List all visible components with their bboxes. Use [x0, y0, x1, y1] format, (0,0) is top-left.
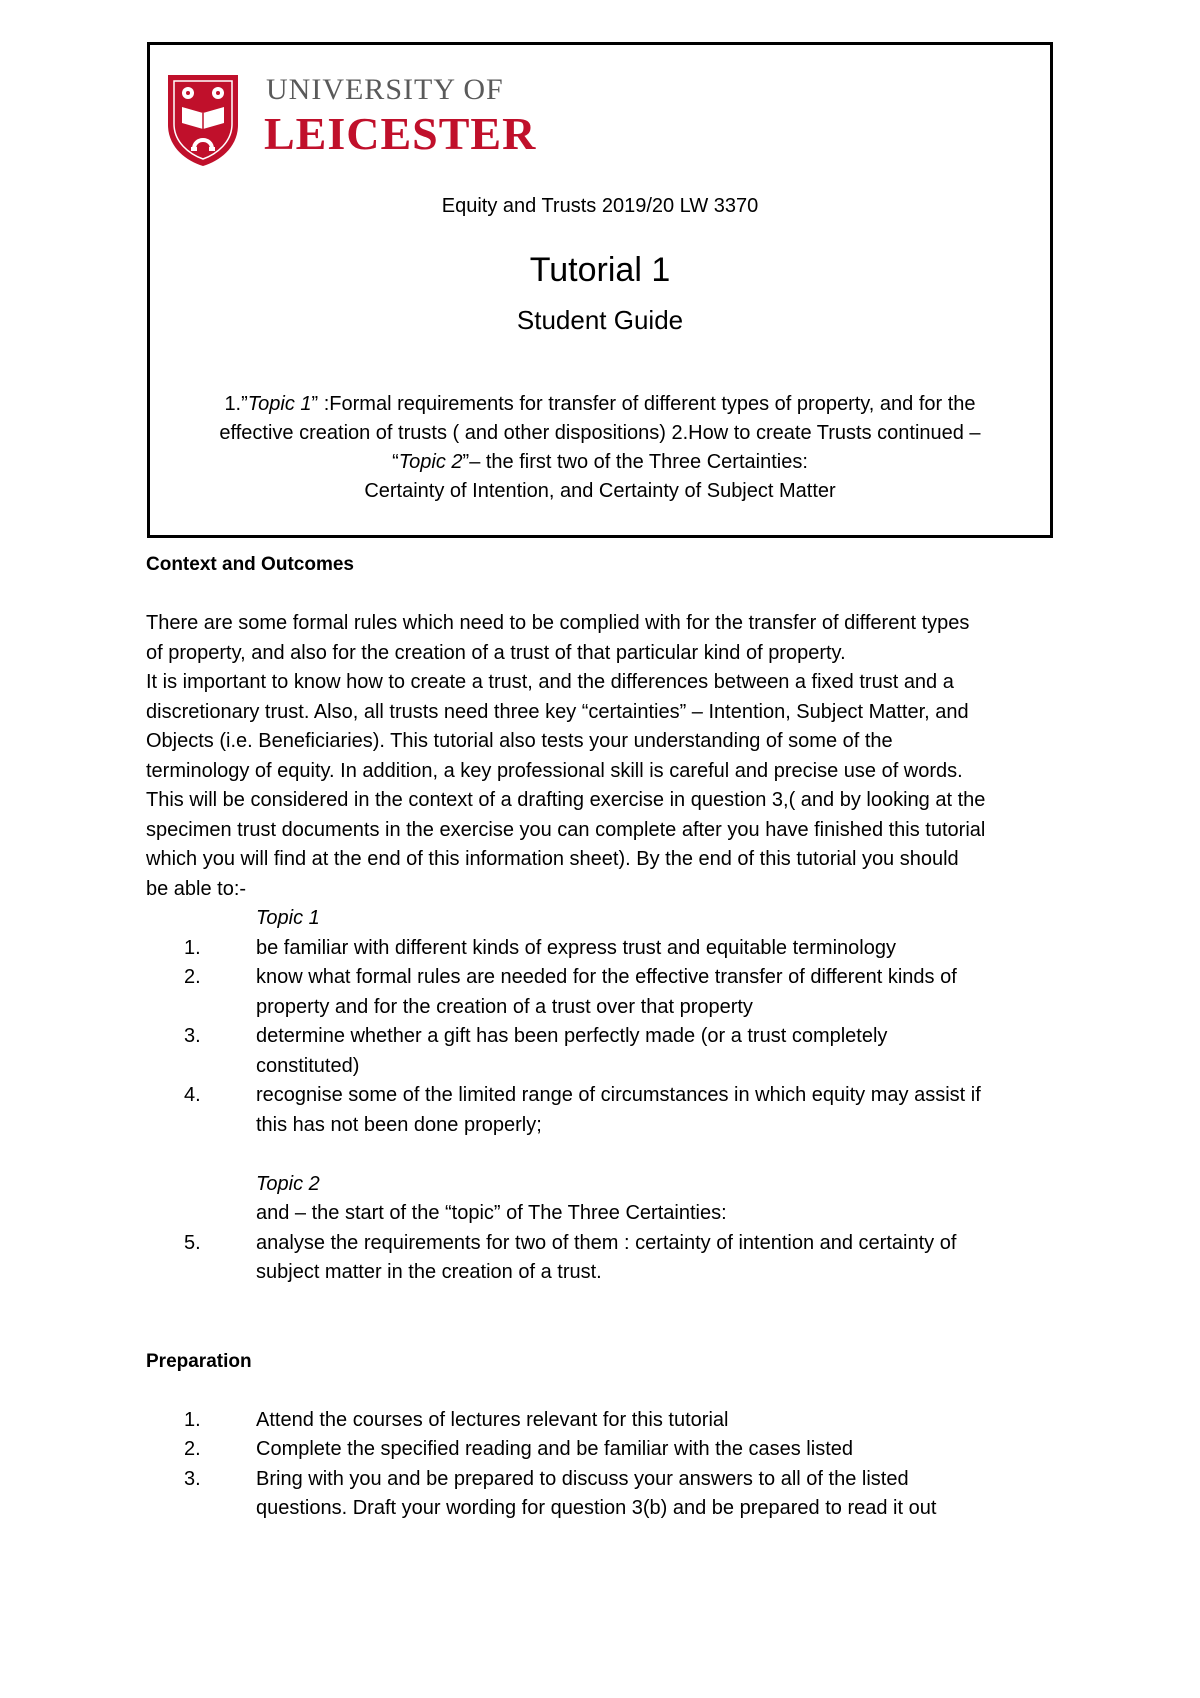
list-item-number: 3. — [184, 1467, 201, 1490]
list-item-text: this has not been done properly; — [256, 1113, 542, 1136]
topic-2-outcomes-list — [146, 1229, 1096, 1288]
list-item — [146, 1081, 1096, 1140]
list-item-text: questions. Draft your wording for question 3(b) and be prepared to read it out — [256, 1497, 937, 1519]
list-item-text: Bring with you and be prepared to discuss your answers to all of the listed — [256, 1467, 909, 1490]
topics-line-4: Certainty of Intention, and Certainty of Subject Matter — [364, 480, 836, 502]
topic-1-label: Topic 1 — [256, 907, 320, 929]
topics-summary — [150, 390, 1050, 506]
title-box — [147, 42, 1053, 538]
paragraph-line: Objects (i.e. Beneficiaries). This tutorial also tests your understanding of some of the — [146, 730, 893, 752]
page-subtitle: Student Guide — [516, 305, 684, 335]
list-item-number: 3. — [184, 1025, 201, 1047]
preparation-list — [146, 1406, 1096, 1524]
list-item — [146, 1022, 1096, 1081]
list-item — [146, 934, 1096, 964]
university-logo — [166, 73, 537, 165]
paragraph-line: specimen trust documents in the exercise you can complete after you have finished this tutorial — [146, 818, 986, 841]
list-item-text: Complete the specified reading and be familiar with the cases listed — [256, 1438, 853, 1460]
context-heading: Context and Outcomes — [146, 554, 354, 575]
list-item-text: Attend the courses of lectures relevant for this tutorial — [256, 1408, 729, 1431]
list-item — [146, 1229, 1096, 1288]
paragraph-line: of property, and also for the creation of a trust of that particular kind of property. — [146, 641, 846, 664]
list-item-text: determine whether a gift has been perfectly made (or a trust completely — [256, 1025, 888, 1047]
topics-line-2: effective creation of trusts ( and other dispositions) 2.How to create Trusts continued – — [219, 422, 981, 444]
list-item-number: 4. — [184, 1084, 201, 1106]
preparation-heading: Preparation — [146, 1350, 252, 1372]
list-item-text: know what formal rules are needed for the effective transfer of different kinds of — [256, 966, 957, 988]
topic-1-outcomes-list — [146, 934, 1096, 1141]
list-item — [146, 1406, 1096, 1436]
logo-line-university-of: UNIVERSITY OF — [266, 73, 504, 106]
paragraph-line: This will be considered in the context of a drafting exercise in question 3,( and by looking at the — [146, 789, 986, 811]
list-item — [146, 1435, 1096, 1465]
list-item-number: 1. — [184, 1408, 201, 1431]
paragraph-line: be able to:- — [146, 877, 247, 900]
list-item-text: be familiar with different kinds of express trust and equitable terminology — [256, 936, 896, 959]
context-paragraph — [146, 609, 1096, 904]
list-item-text: constituted) — [256, 1054, 360, 1077]
list-item-text: subject matter in the creation of a trust. — [256, 1261, 602, 1283]
list-item-text: analyse the requirements for two of them : certainty of intention and certainty of — [256, 1231, 957, 1254]
list-item-number: 2. — [184, 966, 201, 988]
topics-line-3: “Topic 2”– the first two of the Three Certainties: — [392, 451, 808, 473]
page-title: Tutorial 1 — [529, 251, 671, 289]
course-code: Equity and Trusts 2019/20 LW 3370 — [441, 195, 759, 217]
topic-2-intro: and – the start of the “topic” of The Three Certainties: — [256, 1202, 727, 1224]
paragraph-line: discretionary trust. Also, all trusts need three key “certainties” – Intention, Subject Matter, and — [146, 700, 969, 723]
list-item — [146, 963, 1096, 1022]
logo-line-leicester: LEICESTER — [264, 108, 537, 159]
list-item-text: recognise some of the limited range of circumstances in which equity may assist if — [256, 1084, 981, 1106]
list-item-text: property and for the creation of a trust over that property — [256, 995, 753, 1018]
paragraph-line: which you will find at the end of this information sheet). By the end of this tutorial you should — [146, 848, 959, 870]
paragraph-line: It is important to know how to create a trust, and the differences between a fixed trust and a — [146, 671, 954, 693]
topics-line-1: 1.”Topic 1” :Formal requirements for transfer of different types of property, and for the — [224, 393, 976, 415]
university-shield-icon — [166, 73, 240, 167]
list-item-number: 2. — [184, 1438, 201, 1460]
body-content — [146, 550, 1096, 1524]
list-item — [146, 1465, 1096, 1524]
list-item-number: 1. — [184, 936, 201, 959]
paragraph-line: There are some formal rules which need to be complied with for the transfer of different types — [146, 612, 970, 634]
topic-2-label: Topic 2 — [256, 1172, 320, 1195]
paragraph-line: terminology of equity. In addition, a key professional skill is careful and precise use of words. — [146, 759, 963, 782]
list-item-number: 5. — [184, 1231, 201, 1254]
